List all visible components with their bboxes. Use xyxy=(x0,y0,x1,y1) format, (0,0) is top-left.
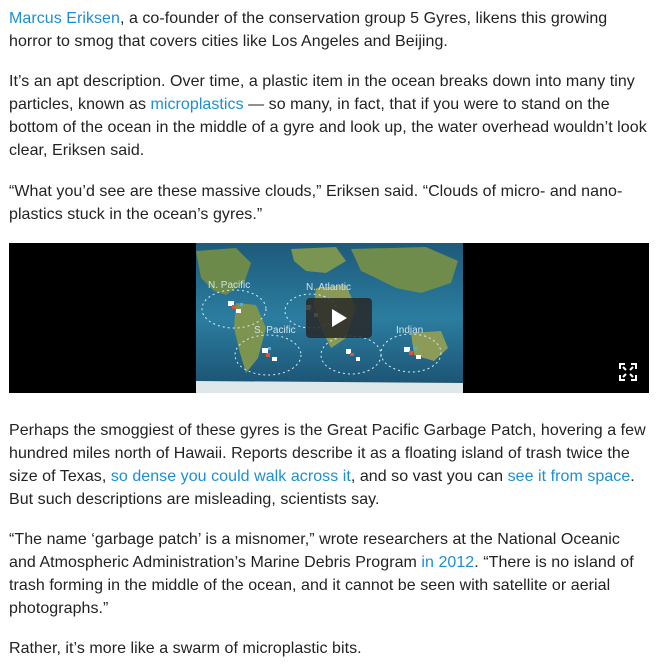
paragraph-5-text-after: . “There is no island of trash forming in the middle of the ocean, and it cannot be seen with satellite or aerial photographs.” xyxy=(9,554,634,617)
paragraph-1-text: , a co-founder of the conservation group 5 Gyres, likens this growing horror to smog that covers cities like Los Angeles and Beijing. xyxy=(9,10,608,50)
paragraph-1 xyxy=(9,7,649,53)
video-player[interactable] xyxy=(9,243,649,393)
paragraph-4-text-before: Perhaps the smoggiest of these gyres is the Great Pacific Garbage Patch, hovering a few hundred miles north of Hawaii. Reports describe it as a floating island of trash twice the size of Texas, xyxy=(9,422,646,485)
link-microplastics[interactable]: microplastics xyxy=(150,96,244,113)
paragraph-4 xyxy=(9,419,649,511)
link-marcus-eriksen[interactable]: Marcus Eriksen xyxy=(9,10,120,27)
label-n-pacific: N. Pacific xyxy=(208,280,251,291)
paragraph-4-text-after: . But such descriptions are misleading, scientists say. xyxy=(9,468,635,508)
paragraph-5 xyxy=(9,528,649,620)
fullscreen-button[interactable] xyxy=(619,363,637,381)
link-so-dense[interactable]: so dense you could walk across it xyxy=(110,468,351,485)
paragraph-3: “What you’d see are these massive clouds,” Eriksen said. “Clouds of micro- and nano-plastics stuck in the ocean’s gyres.” xyxy=(9,183,623,223)
fullscreen-icon xyxy=(619,363,637,381)
link-see-it-from-space[interactable]: see it from space xyxy=(507,468,631,485)
paragraph-2-text-before: It’s an apt description. Over time, a plastic item in the ocean breaks down into many tiny particles, known as xyxy=(9,73,635,113)
label-s-pacific: S. Pacific xyxy=(254,325,296,336)
label-indian: Indian xyxy=(396,325,424,336)
paragraph-2-text-after: — so many, in fact, that if you were to stand on the bottom of the ocean in the middle of a gyre and look up, the water overhead wouldn’t look clear, Eriksen said. xyxy=(9,96,647,159)
play-icon xyxy=(330,308,348,328)
link-in-2012[interactable]: in 2012 xyxy=(421,554,475,571)
paragraph-4-text-middle: , and so vast you can xyxy=(350,468,508,485)
paragraph-6: Rather, it’s more like a swarm of microplastic bits. xyxy=(9,640,362,657)
play-button[interactable] xyxy=(306,298,372,338)
paragraph-5-text-before: “The name ‘garbage patch’ is a misnomer,” wrote researchers at the National Oceanic and Atmospheric Administration’s Marine Debris Program xyxy=(9,531,620,571)
label-n-atlantic: N. Atlantic xyxy=(306,282,352,293)
paragraph-2 xyxy=(9,70,649,162)
